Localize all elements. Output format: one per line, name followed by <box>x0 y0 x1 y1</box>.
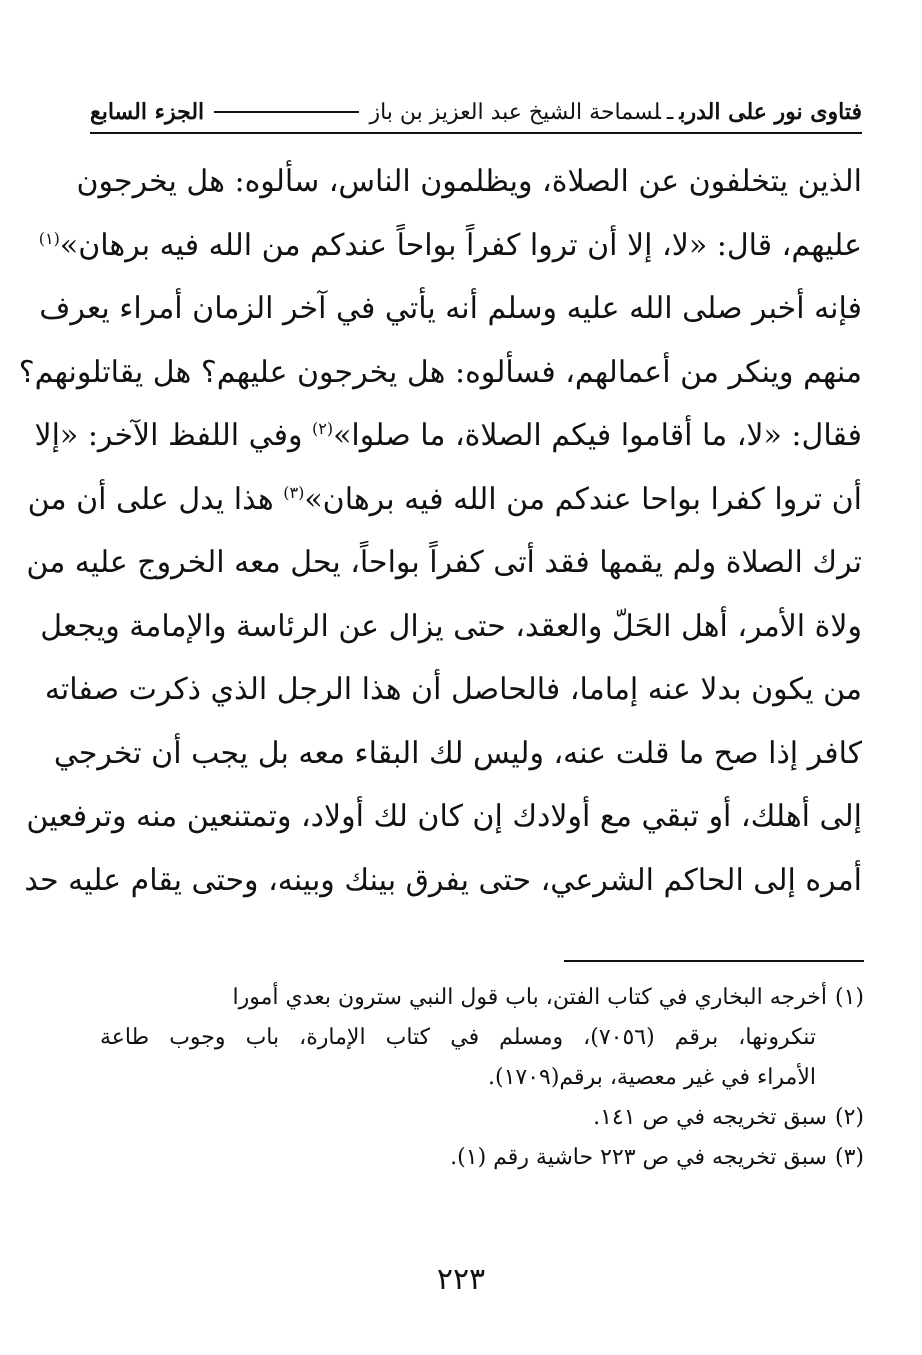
footnote-2-number: (٢) <box>834 1105 864 1130</box>
header-left-group <box>369 99 862 125</box>
text-line-2-content: عليهم، قال: «لا، إلا أن تروا كفراً بواحاً عندكم من الله فيه برهان» <box>59 227 862 263</box>
text-line-6-content: أن تروا كفرا بواحا عندكم من الله فيه برهان» <box>304 481 862 517</box>
text-line-1: الذين يتخلفون عن الصلاة، ويظلمون الناس، سألوه: هل يخرجون <box>76 164 862 199</box>
footnote-1-number: (١) <box>834 985 864 1010</box>
footnote-2-text: سبق تخريجه في ص ١٤١. <box>593 1105 827 1130</box>
author-line: لسماحة الشيخ عبد العزيز بن باز <box>369 100 661 125</box>
footnote-3-number: (٣) <box>834 1145 864 1170</box>
text-line-10: كافر إذا صح ما قلت عنه، وليس لك البقاء معه بل يجب أن تخرجي <box>53 735 862 771</box>
page-number: ٢٢٣ <box>436 1262 486 1297</box>
text-line-8: ولاة الأمر، أهل الحَلّ والعقد، حتى يزال عن الرئاسة والإمامة ويجعل <box>40 608 862 644</box>
footnote-separator <box>564 960 864 962</box>
header-rule <box>214 111 359 113</box>
text-line-9: من يكون بدلا عنه إماما، فالحاصل أن هذا الرجل الذي ذكرت صفاته <box>44 672 862 707</box>
running-header <box>90 92 862 132</box>
series-title: فتاوى نور على الدرب <box>679 99 862 125</box>
text-line-6-tail: هذا يدل على أن من <box>27 481 274 517</box>
footnotes <box>100 978 864 1178</box>
text-line-12: أمره إلى الحاكم الشرعي، حتى يفرق بينك وبينه، وحتى يقام عليه حد <box>24 862 862 898</box>
footnote-1-line-2: تنكرونها، برقم (٧٠٥٦)، ومسلم في كتاب الإمارة، باب وجوب طاعة <box>100 1025 817 1050</box>
footnote-ref-1: (١) <box>38 228 60 248</box>
header-dash: ـ <box>666 100 674 125</box>
footnote-1-line-3: الأمراء في غير معصية، برقم(١٧٠٩). <box>487 1065 816 1090</box>
text-line-2 <box>38 214 862 278</box>
text-line-5 <box>34 404 862 468</box>
volume-label: الجزء السابع <box>90 99 205 125</box>
footnote-ref-2: (٢) <box>311 419 334 438</box>
text-line-5-content: فقال: «لا، ما أقاموا فيكم الصلاة، ما صلوا» <box>333 418 862 453</box>
text-line-5-tail: وفي اللفظ الآخر: «إلا <box>34 418 303 453</box>
text-line-7: ترك الصلاة ولم يقمها فقد أتى كفراً بواحاً، يحل معه الخروج عليه من <box>26 545 862 580</box>
text-line-11: إلى أهلك، أو تبقي مع أولادك إن كان لك أولاد، وتمتنعين منه وترفعين <box>26 799 862 834</box>
footnote-3 <box>100 1138 864 1178</box>
footnote-1 <box>100 978 864 1018</box>
text-line-6 <box>27 468 862 532</box>
footnote-2 <box>100 1098 864 1138</box>
footnote-ref-3: (٣) <box>283 482 305 502</box>
text-line-4: منهم وينكر من أعمالهم، فسألوه: هل يخرجون عليهم؟ هل يقاتلونهم؟ <box>18 354 862 390</box>
main-text <box>18 150 862 912</box>
footnote-3-text: سبق تخريجه في ص ٢٢٣ حاشية رقم (١). <box>450 1145 827 1170</box>
text-line-3: فإنه أخبر صلى الله عليه وسلم أنه يأتي في آخر الزمان أمراء يعرف <box>39 291 862 326</box>
header-underline <box>90 132 862 134</box>
footnote-1-line-1: أخرجه البخاري في كتاب الفتن، باب قول النبي سترون بعدي أمورا <box>232 985 827 1010</box>
